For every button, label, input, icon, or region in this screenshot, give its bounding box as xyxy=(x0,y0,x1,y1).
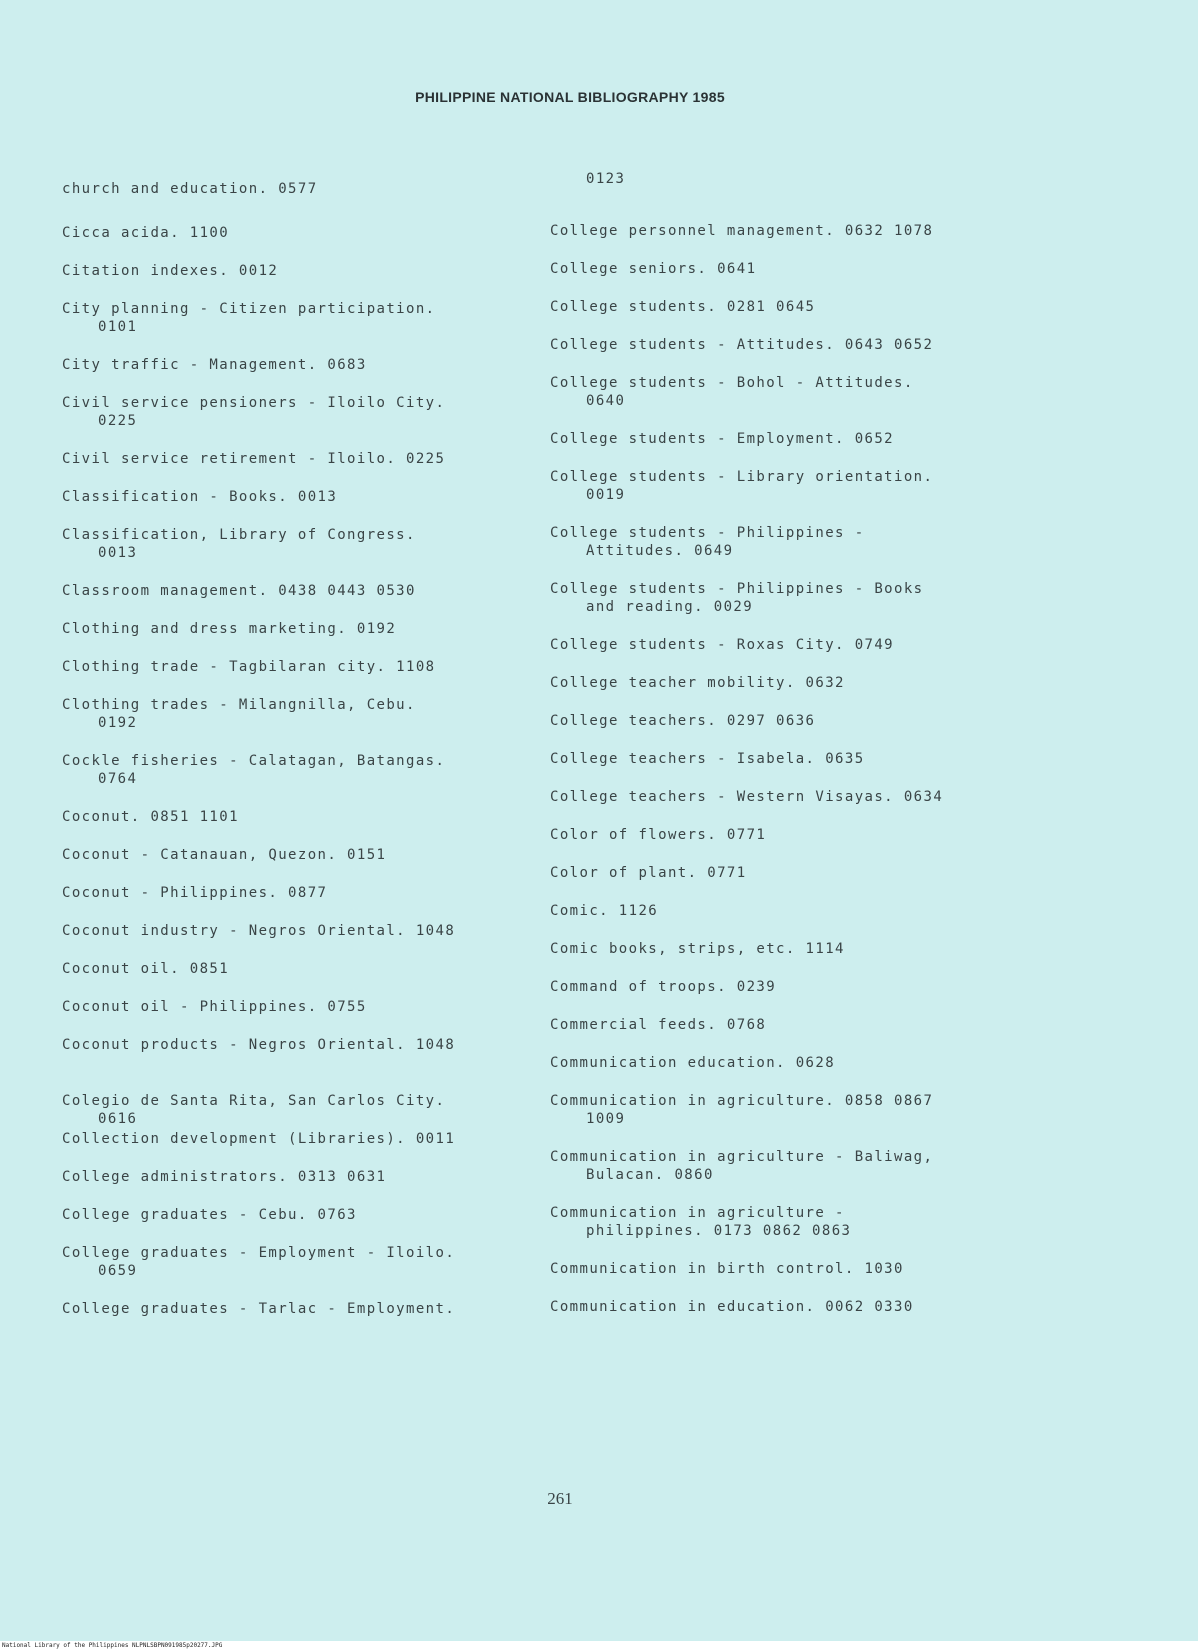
entry-continuation: 0225 xyxy=(98,413,138,429)
index-entry xyxy=(62,1092,562,1128)
index-entry xyxy=(62,696,562,732)
index-entry xyxy=(550,298,1030,316)
index-entry xyxy=(62,300,562,336)
index-entry xyxy=(550,1298,1030,1316)
entry-heading: Clothing and dress marketing. 0192 xyxy=(62,621,397,637)
entry-heading: City planning - Citizen participation. xyxy=(62,301,436,317)
index-entry xyxy=(62,922,562,940)
entry-heading: Coconut oil. 0851 xyxy=(62,961,230,977)
index-entry xyxy=(550,260,1030,278)
index-entry xyxy=(550,1016,1030,1034)
entry-continuation: 0101 xyxy=(98,319,138,335)
entry-continuation: philippines. 0173 0862 0863 xyxy=(586,1223,852,1239)
entry-heading: Cockle fisheries - Calatagan, Batangas. xyxy=(62,753,446,769)
index-entry xyxy=(62,1036,562,1054)
entry-heading: Color of plant. 0771 xyxy=(550,865,747,881)
index-entry xyxy=(62,224,562,242)
entry-heading: Communication in agriculture - Baliwag, xyxy=(550,1149,934,1165)
entry-heading: Color of flowers. 0771 xyxy=(550,827,767,843)
entry-heading: Cicca acida. 1100 xyxy=(62,225,230,241)
scan-footer: National Library of the Philippines NLPNLSBPN091985p20277.JPG xyxy=(0,1641,1198,1650)
entry-heading: College administrators. 0313 0631 xyxy=(62,1169,387,1185)
index-entry xyxy=(550,524,1030,560)
index-entry xyxy=(62,1130,562,1148)
entry-continuation: 1009 xyxy=(586,1111,626,1127)
index-entry xyxy=(550,636,1030,654)
index-entry xyxy=(62,1206,562,1224)
entry-heading: College seniors. 0641 xyxy=(550,261,757,277)
entry-heading: Coconut - Catanauan, Quezon. 0151 xyxy=(62,847,387,863)
entry-continuation: 0019 xyxy=(586,487,626,503)
entry-heading: Classification, Library of Congress. xyxy=(62,527,416,543)
entry-heading: College personnel management. 0632 1078 xyxy=(550,223,934,239)
entry-continuation: Bulacan. 0860 xyxy=(586,1167,714,1183)
index-entry xyxy=(550,1204,1030,1240)
index-entry xyxy=(550,336,1030,354)
index-entry xyxy=(62,960,562,978)
index-entry xyxy=(62,1300,562,1318)
entry-heading: College teachers - Isabela. 0635 xyxy=(550,751,865,767)
entry-heading: College students - Bohol - Attitudes. xyxy=(550,375,914,391)
entry-heading: Classroom management. 0438 0443 0530 xyxy=(62,583,416,599)
entry-heading: College graduates - Tarlac - Employment. xyxy=(62,1301,456,1317)
index-entry xyxy=(62,620,562,638)
entry-heading: Classification - Books. 0013 xyxy=(62,489,338,505)
entry-heading: Communication in education. 0062 0330 xyxy=(550,1299,914,1315)
entry-heading: College students - Attitudes. 0643 0652 xyxy=(550,337,934,353)
index-entry xyxy=(550,1054,1030,1072)
entry-heading: Coconut. 0851 1101 xyxy=(62,809,239,825)
entry-heading: Coconut industry - Negros Oriental. 1048 xyxy=(62,923,456,939)
page-number: 261 xyxy=(547,1489,573,1508)
index-entry xyxy=(550,468,1030,504)
index-entry xyxy=(62,998,562,1016)
entry-heading: Comic books, strips, etc. 1114 xyxy=(550,941,845,957)
entry-heading: Citation indexes. 0012 xyxy=(62,263,279,279)
index-entry xyxy=(62,884,562,902)
index-entry xyxy=(550,222,1030,240)
entry-heading: Commercial feeds. 0768 xyxy=(550,1017,767,1033)
index-entry xyxy=(62,180,562,198)
entry-heading: College students - Roxas City. 0749 xyxy=(550,637,895,653)
entry-heading: Communication in birth control. 1030 xyxy=(550,1261,904,1277)
index-entry xyxy=(62,356,562,374)
entry-heading: College students - Employment. 0652 xyxy=(550,431,895,447)
index-entry xyxy=(550,750,1030,768)
index-entry xyxy=(62,1168,562,1186)
index-entry xyxy=(550,674,1030,692)
entry-continuation: 0123 xyxy=(586,171,626,187)
entry-heading: College graduates - Employment - Iloilo. xyxy=(62,1245,456,1261)
entry-heading: church and education. 0577 xyxy=(62,181,318,197)
index-entry xyxy=(62,1244,562,1280)
entry-continuation: 0764 xyxy=(98,771,138,787)
entry-continuation: Attitudes. 0649 xyxy=(586,543,734,559)
index-entry xyxy=(550,430,1030,448)
entry-heading: Communication in agriculture. 0858 0867 xyxy=(550,1093,934,1109)
index-entry xyxy=(550,712,1030,730)
entry-heading: Civil service pensioners - Iloilo City. xyxy=(62,395,446,411)
entry-heading: Civil service retirement - Iloilo. 0225 xyxy=(62,451,446,467)
entry-heading: Communication education. 0628 xyxy=(550,1055,836,1071)
entry-heading: Colegio de Santa Rita, San Carlos City. xyxy=(62,1093,446,1109)
entry-heading: Comic. 1126 xyxy=(550,903,659,919)
index-entry xyxy=(62,526,562,562)
index-entry xyxy=(550,978,1030,996)
entry-heading: College teacher mobility. 0632 xyxy=(550,675,845,691)
entry-continuation: 0013 xyxy=(98,545,138,561)
entry-continuation: and reading. 0029 xyxy=(586,599,754,615)
index-entry xyxy=(62,808,562,826)
index-entry xyxy=(62,262,562,280)
entry-heading: College students - Philippines - Books xyxy=(550,581,924,597)
entry-heading: Clothing trades - Milangnilla, Cebu. xyxy=(62,697,416,713)
index-entry xyxy=(550,902,1030,920)
entry-heading: Coconut - Philippines. 0877 xyxy=(62,885,328,901)
index-entry xyxy=(550,1260,1030,1278)
entry-heading: College students. 0281 0645 xyxy=(550,299,816,315)
index-entry xyxy=(550,1148,1030,1184)
index-entry xyxy=(550,580,1030,616)
entry-heading: College teachers. 0297 0636 xyxy=(550,713,816,729)
index-entry xyxy=(550,374,1030,410)
entry-heading: College students - Library orientation. xyxy=(550,469,934,485)
entry-continuation: 0640 xyxy=(586,393,626,409)
index-entry xyxy=(62,658,562,676)
index-entry xyxy=(550,1092,1030,1128)
entry-heading: College students - Philippines - xyxy=(550,525,865,541)
entry-continuation: 0616 xyxy=(98,1111,138,1127)
page-title: PHILIPPINE NATIONAL BIBLIOGRAPHY 1985 xyxy=(415,89,725,105)
index-entry xyxy=(62,582,562,600)
entry-heading: Communication in agriculture - xyxy=(550,1205,845,1221)
index-entry xyxy=(62,752,562,788)
entry-heading: Collection development (Libraries). 0011 xyxy=(62,1131,456,1147)
entry-heading: Coconut oil - Philippines. 0755 xyxy=(62,999,367,1015)
entry-continuation: 0659 xyxy=(98,1263,138,1279)
index-entry xyxy=(550,940,1030,958)
index-entry xyxy=(62,394,562,430)
entry-heading: College teachers - Western Visayas. 0634 xyxy=(550,789,944,805)
index-entry xyxy=(62,488,562,506)
index-entry xyxy=(550,826,1030,844)
entry-heading: Coconut products - Negros Oriental. 1048 xyxy=(62,1037,456,1053)
entry-heading: Command of troops. 0239 xyxy=(550,979,777,995)
index-entry xyxy=(550,170,1030,188)
index-entry xyxy=(550,788,1030,806)
entry-heading: College graduates - Cebu. 0763 xyxy=(62,1207,357,1223)
index-entry xyxy=(550,864,1030,882)
index-entry xyxy=(62,450,562,468)
index-entry xyxy=(62,846,562,864)
entry-heading: City traffic - Management. 0683 xyxy=(62,357,367,373)
entry-continuation: 0192 xyxy=(98,715,138,731)
entry-heading: Clothing trade - Tagbilaran city. 1108 xyxy=(62,659,436,675)
